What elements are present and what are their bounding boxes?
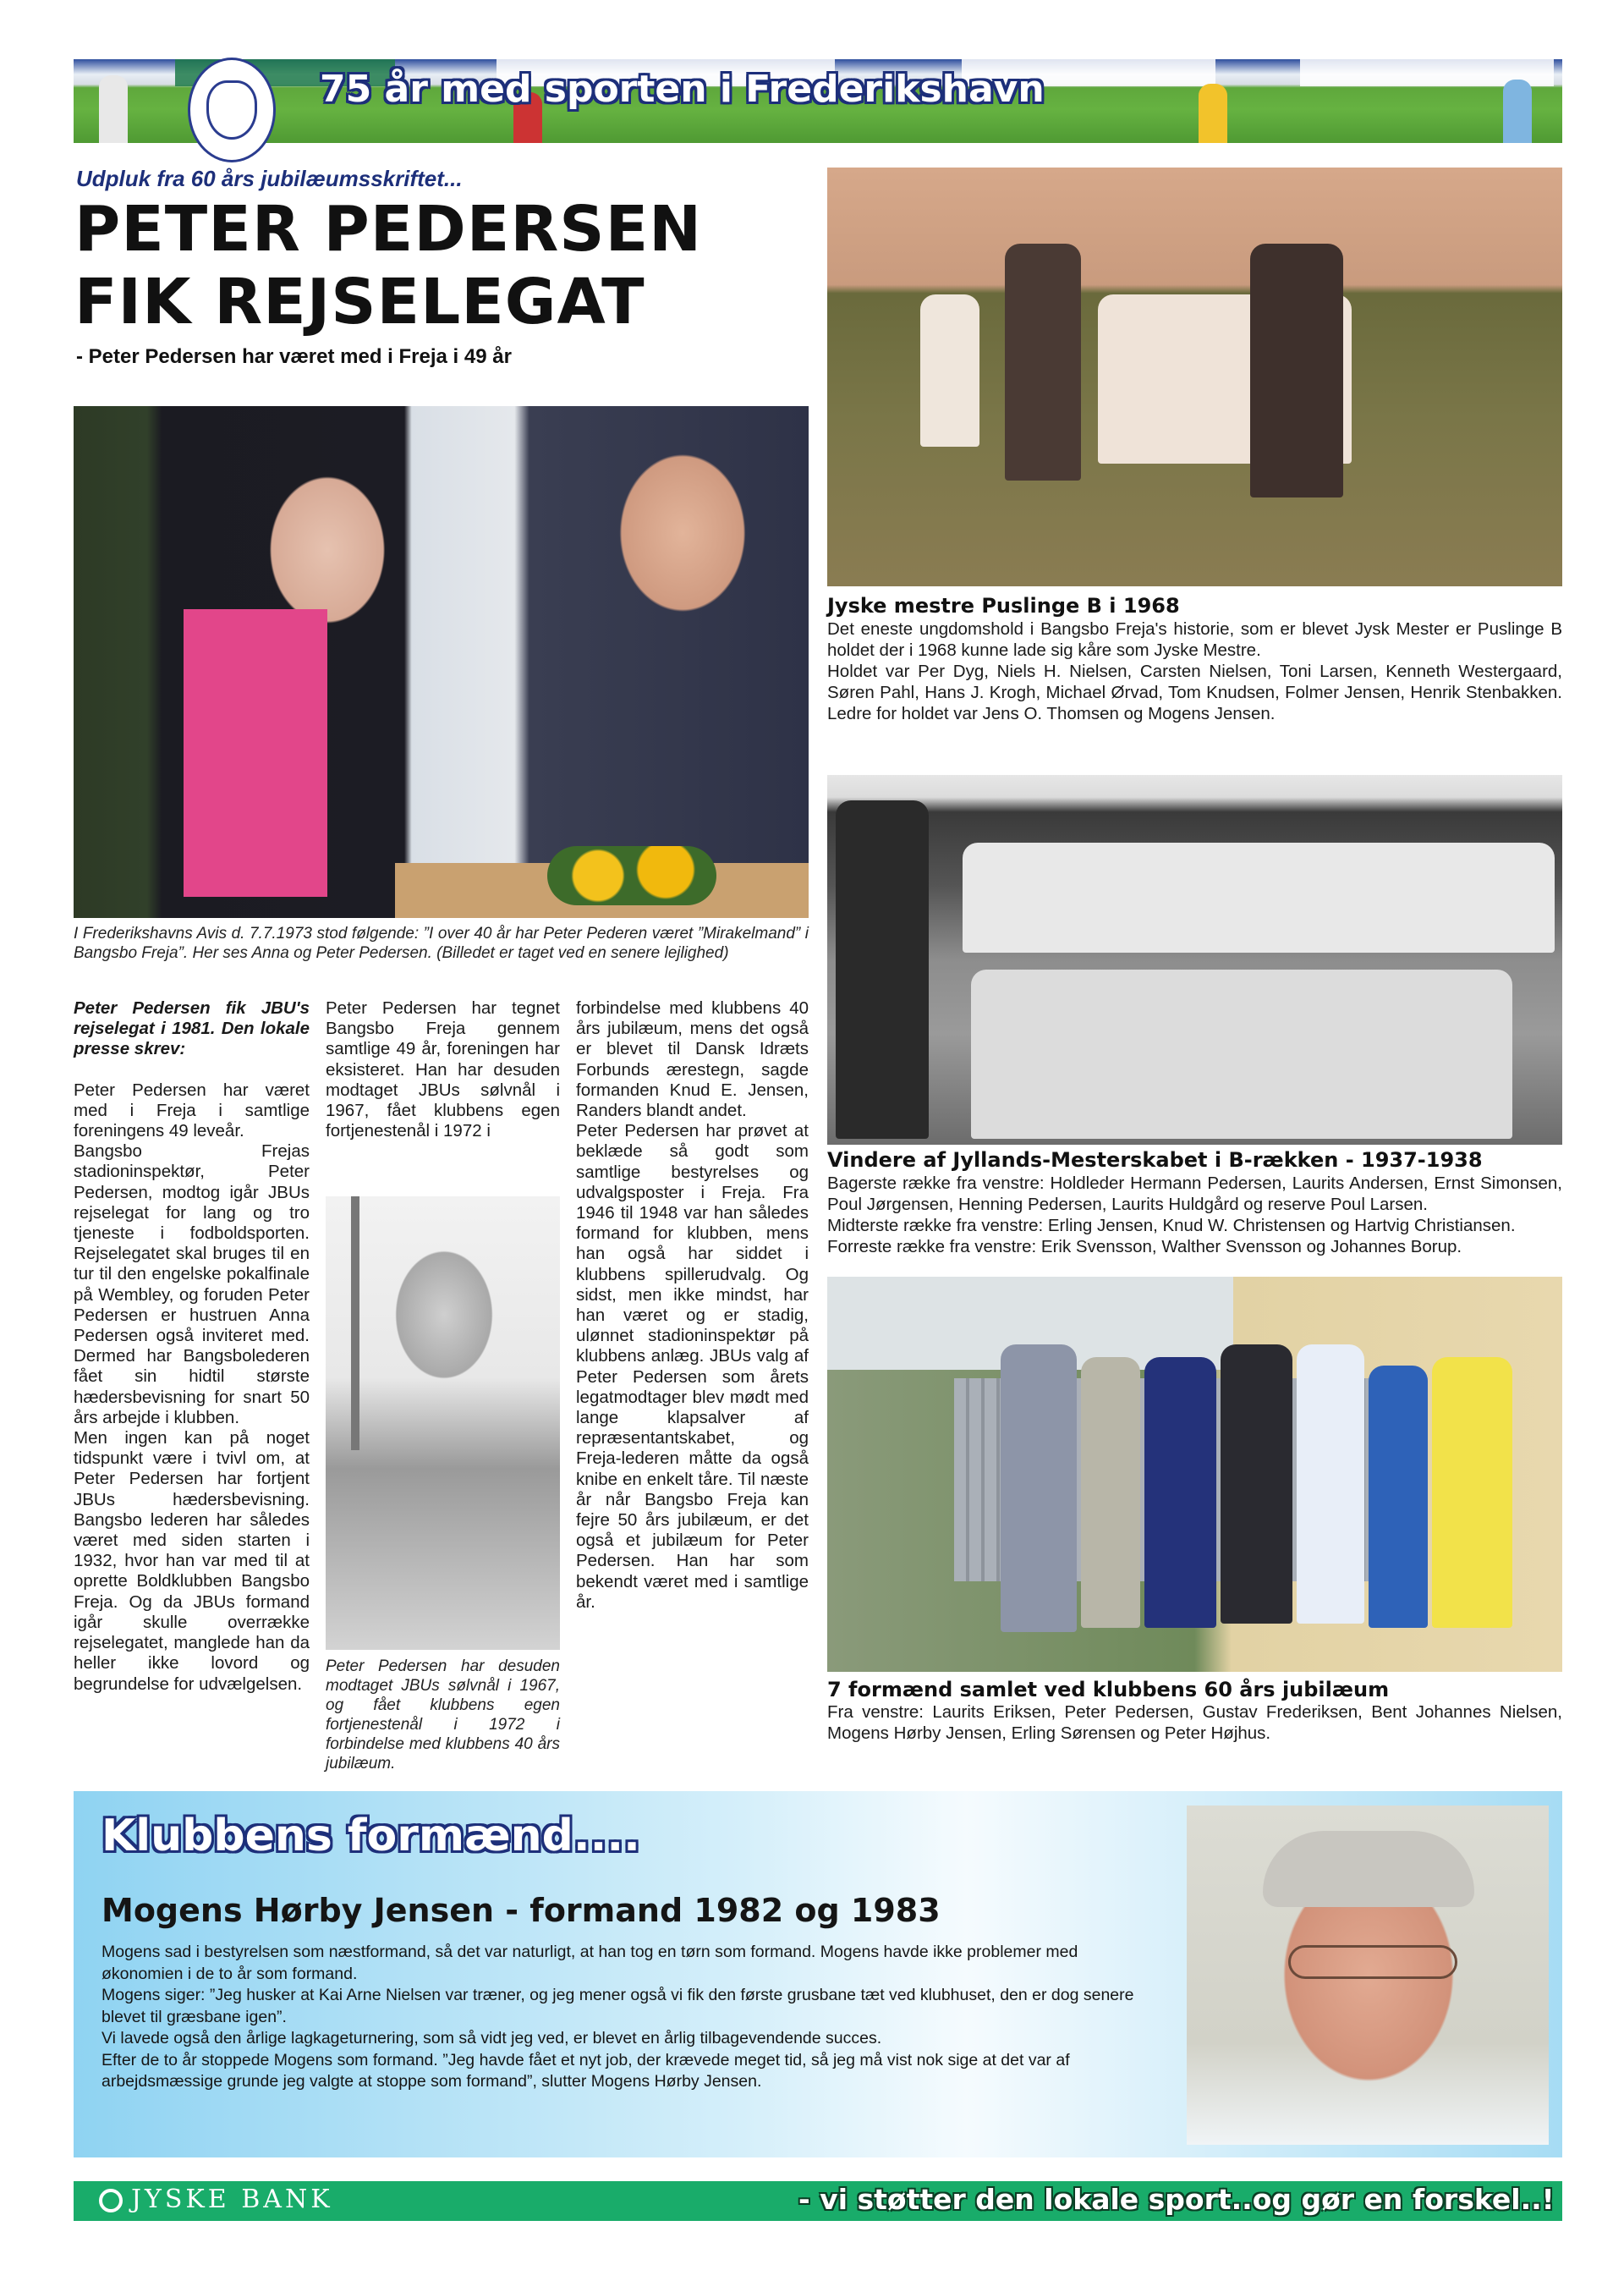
photo-1-caption bbox=[827, 618, 1562, 724]
kicker: Udpluk fra 60 års jubilæumsskriftet... bbox=[76, 166, 463, 191]
article-column-2 bbox=[326, 998, 560, 1141]
article-column-3 bbox=[576, 998, 809, 1613]
team-front-rows bbox=[971, 970, 1512, 1139]
small-photo-caption: Peter Pedersen har desuden modtaget JBUs sølvnål i 1967, og fået klubbens egen fortjenestenål i 1972 i forbindelse med klubbens 40 års jubilæum. bbox=[326, 1657, 560, 1773]
person-figure bbox=[1369, 1366, 1428, 1628]
photo-detail bbox=[351, 1196, 359, 1450]
paragraph: forbindelse med klubbens 40 års jubilæum, mens det også er blevet til Dansk Idræts Forbunds ærestegn, sagde formanden Knud E. Jensen, Randers blandt andet. bbox=[576, 998, 809, 1121]
photo-detail bbox=[184, 609, 327, 897]
deck: - Peter Pedersen har været med i Freja i 49 år bbox=[76, 345, 512, 368]
photo-2-title: Vindere af Jyllands-Mesterskabet i B-rækken - 1937-1938 bbox=[827, 1148, 1483, 1172]
club-logo bbox=[188, 58, 276, 162]
player-figure bbox=[99, 75, 128, 143]
team-back-row bbox=[963, 843, 1555, 953]
caption-line: Holdet var Per Dyg, Niels H. Nielsen, Carsten Nielsen, Toni Larsen, Kenneth Westergaard, Søren Pahl, Hans J. Krogh, Michael Ørvad, Tom Knudsen, Folmer Jensen, Henrik Stenbakken. Ledre for holdet var Jens O. Thomsen og Mogens Jensen. bbox=[827, 662, 1562, 723]
person-figure bbox=[1432, 1357, 1512, 1628]
paragraph: Peter Pedersen har været med i Freja i samtlige foreningens 49 leveår. bbox=[74, 1080, 310, 1141]
paragraph: Efter de to år stoppede Mogens som formand. ”Jeg havde fået et nyt job, der krævede meget tid, så jeg må vist nok sige at det var af arbejdsmæssige grunde jeg valgte at stoppe som formand”, slutter Mogens Hørby Jensen. bbox=[102, 2050, 1070, 2091]
sponsor-name: JYSKE BANK bbox=[131, 2185, 333, 2214]
photo-peter-pedersen-portrait bbox=[326, 1196, 560, 1650]
paragraph: Bangsbo Frejas stadioninspektør, Peter Pedersen, modtog igår JBUs rejselegat for lang og tro tjeneste i fodboldsporten. Rejselegatet skal bruges til en tur til den engelske pokalfinale på Wembley, og foruden Peter Pedersen er hustruen Anna Pedersen også inviteret med. Dermed har Bangsbolederen fået sin hidtil største hædersbevisning for snart 50 års arbejde i klubben. bbox=[74, 1141, 310, 1427]
jyske-bank-logo-icon bbox=[99, 2189, 123, 2212]
photo-jm-b-raekken-1937-1938 bbox=[827, 775, 1562, 1145]
person-figure bbox=[1144, 1357, 1216, 1628]
main-photo-caption: I Frederikshavns Avis d. 7.7.1973 stod følgende: ”I over 40 år har Peter Pederen været ”Mirakelmand” i Bangsbo Freja”. Her ses Anna og Peter Pedersen. (Billedet er taget ved en senere lejlighed) bbox=[74, 925, 809, 962]
photo-anna-and-peter-pedersen bbox=[74, 406, 809, 918]
chairman-heading: Mogens Hørby Jensen - formand 1982 og 1983 bbox=[102, 1892, 941, 1929]
headline-line: FIK REJSELEGAT bbox=[74, 266, 645, 338]
paragraph: Mogens sad i bestyrelsen som næstformand, så det var naturligt, at han tog en tørn som formand. Mogens havde ikke problemer med økonomien i de to år som formand. bbox=[102, 1943, 1078, 1983]
chairman-text bbox=[102, 1942, 1159, 2093]
sponsor-slogan: - vi støtter den lokale sport..og gør en forskel..! bbox=[798, 2183, 1555, 2216]
photo-puslinge-b-1968 bbox=[827, 168, 1562, 586]
article-lead: Peter Pedersen fik JBU's rejselegat i 1981. Den lokale presse skrev: bbox=[74, 998, 310, 1059]
player-figure bbox=[1199, 84, 1227, 143]
paragraph: Vi lavede også den årlige lagkageturnering, som så vidt jeg ved, er blevet en årlig tilbagevendende succes. bbox=[102, 2029, 882, 2047]
photo-mogens-horby-jensen bbox=[1187, 1806, 1549, 2145]
player-figure bbox=[836, 800, 929, 1139]
player-figure bbox=[1250, 244, 1343, 497]
article-column-1 bbox=[74, 998, 310, 1695]
photo-detail bbox=[1288, 1945, 1457, 1979]
paragraph: Peter Pedersen har prøvet at beklæde så godt som samtlige bestyrelses og udvalgsposter i Freja. Fra 1946 til 1948 var han således formand for klubben, mens han også har siddet i klubbens spillerudvalg. Og sidst, men ikke mindst, har han været og er stadig, ulønnet stadioninspektør på klubbens anlæg. JBUs valg af Peter Pedersen som årets legatmodtager blev mødt med lange klapsalver af repræsentantskabet, og Freja-lederen måtte da også knibe en enkelt tåre. Til næste år når Bangsbo Freja kan fejre 50 års jubilæum, er det også et jubilæum for Peter Pedersen. Han har som bekendt været med i samtlige år. bbox=[576, 1121, 809, 1612]
photo-3-caption: Fra venstre: Laurits Eriksen, Peter Pedersen, Gustav Frederiksen, Bent Johannes Nielsen, Mogens Hørby Jensen, Erling Sørensen og Peter Højhus. bbox=[827, 1702, 1562, 1743]
photo-3-title: 7 formænd samlet ved klubbens 60 års jubilæum bbox=[827, 1678, 1390, 1701]
photo-1-title: Jyske mestre Puslinge B i 1968 bbox=[827, 594, 1180, 618]
photo-detail bbox=[1263, 1831, 1474, 1907]
person-figure bbox=[1221, 1344, 1292, 1624]
caption-line: Midterste række fra venstre: Erling Jensen, Knud W. Christensen og Hartvig Christiansen. bbox=[827, 1216, 1516, 1235]
photo-detail bbox=[547, 846, 716, 905]
banner-title: 75 år med sporten i Frederikshavn bbox=[320, 68, 1045, 111]
paragraph: Men ingen kan på noget tidspunkt være i tvivl om, at Peter Pedersen har fortjent JBUs hædersbevisning. Bangsbo lederen har således været med siden starten i 1932, hvor han var med til at oprette Boldklubben Bangsbo Freja. Og da JBUs formand igår skulle overrække rejselegatet, manglede han da heller ikke lovord og begrundelse for udvælgelsen. bbox=[74, 1428, 310, 1694]
caption-line: Bagerste række fra venstre: Holdleder Hermann Pedersen, Laurits Andersen, Ernst Simonsen, Poul Jørgensen, Henning Pedersen, Laurits Huldgård og reserve Poul Larsen. bbox=[827, 1173, 1562, 1214]
person-figure bbox=[1001, 1344, 1077, 1632]
player-figure bbox=[1503, 80, 1532, 143]
chairmen-section-title: Klubbens formænd.... bbox=[102, 1811, 640, 1861]
caption-line: Det eneste ungdomshold i Bangsbo Freja's historie, som er blevet Jysk Mester er Puslinge B holdet der i 1968 kunne lade sig kåre som Jyske Mestre. bbox=[827, 619, 1562, 660]
player-figure bbox=[1005, 244, 1081, 481]
photo-2-caption bbox=[827, 1173, 1562, 1257]
caption-line: Forreste række fra venstre: Erik Svensson, Walther Svensson og Johannes Borup. bbox=[827, 1237, 1462, 1256]
photo-7-chairmen-60-years bbox=[827, 1277, 1562, 1672]
person-figure bbox=[1081, 1357, 1140, 1628]
headline bbox=[74, 193, 702, 338]
headline-line: PETER PEDERSEN bbox=[74, 193, 703, 266]
paragraph: Mogens siger: ”Jeg husker at Kai Arne Nielsen var træner, og jeg mener også vi fik den første grusbane tæt ved klubhuset, den er dog senere blevet til græsbane igen”. bbox=[102, 1986, 1134, 2026]
paragraph: Peter Pedersen har tegnet Bangsbo Freja gennem samtlige 49 år, foreningen har eksisteret. Han har desuden modtaget JBUs sølvnål i 1967, fået klubbens egen fortjenestenål i 1972 i bbox=[326, 998, 560, 1141]
player-figure bbox=[920, 294, 979, 447]
person-figure bbox=[1297, 1344, 1364, 1624]
club-crest-icon bbox=[206, 80, 257, 140]
